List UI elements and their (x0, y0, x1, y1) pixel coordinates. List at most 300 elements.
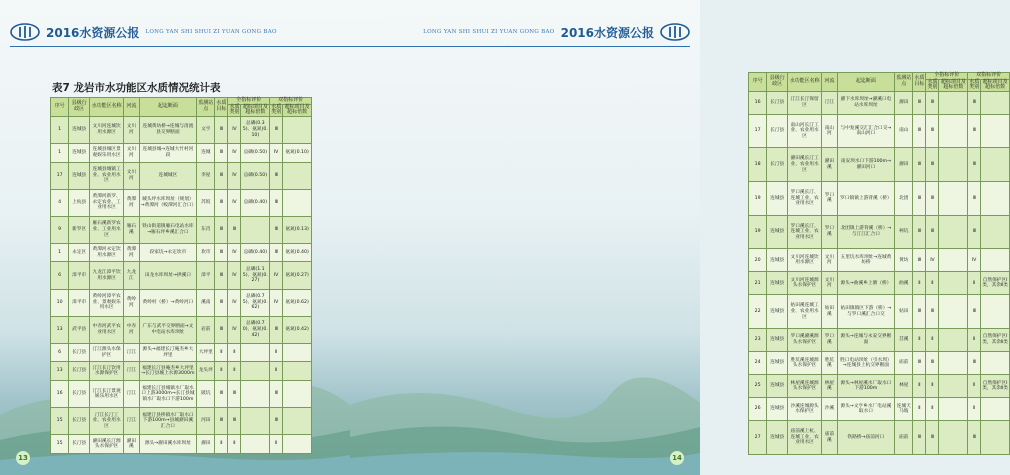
table-cell: 长汀县 (69, 381, 90, 408)
col-group-dual: 双指标评价 (968, 73, 1010, 80)
table-row (51, 408, 312, 435)
table-cell: 黄岭河 (124, 289, 140, 316)
table-row (749, 249, 1010, 272)
table-cell: 15 (51, 435, 69, 454)
table-cell: Ⅲ (215, 216, 228, 243)
table-cell: Ⅲ (215, 381, 228, 408)
table-cell: Ⅲ (968, 91, 981, 114)
table-cell: 姑田镇镇区下游（桥）→与罗口溪汇合口交 (837, 295, 894, 329)
col-grade: 水质类别 (229, 103, 240, 116)
table-cell: 东肖 (197, 216, 215, 243)
table-cell: Ⅲ (926, 421, 939, 455)
table-row (51, 362, 312, 381)
table-cell: Ⅱ (228, 362, 241, 381)
table-cell: 文川河连城饮用水源区 (90, 116, 124, 143)
table-cell: Ⅱ (913, 329, 926, 352)
table-cell: 罗口溪 (822, 329, 838, 352)
header-rule (350, 46, 690, 47)
table-cell: 连城县 (767, 249, 788, 272)
table-cell: 罗口溪长汀、连城工业、农业用水区 (788, 182, 822, 216)
table-cell: 文川河 (822, 272, 838, 295)
table-cell: Ⅳ (228, 189, 241, 216)
table-cell: Ⅳ (228, 162, 241, 189)
table-cell: 濯田 (197, 435, 215, 454)
table-cell (283, 162, 312, 189)
table-cell: 长汀县 (69, 343, 90, 362)
table-cell: Ⅲ (926, 114, 939, 148)
table-cell: 漳平市 (69, 289, 90, 316)
water-logo-icon (660, 23, 690, 41)
col-exceed: 超标项目及超标倍数 (242, 103, 268, 116)
table-cell: 连城县城区景观娱乐用水区 (90, 143, 124, 162)
table-cell: 柯坑 (895, 215, 913, 249)
table-cell: Ⅱ (215, 435, 228, 454)
table-cell: Ⅲ (926, 215, 939, 249)
page-header (10, 22, 277, 42)
table-cell: Ⅲ (215, 243, 228, 262)
table-body (51, 116, 312, 453)
table-cell: 南山河 (822, 114, 838, 148)
table-cell: 田龙水库坝址→拱溪口 (139, 262, 196, 289)
table-cell: 自然保护区Ⅰ类，其余Ⅱ类 (981, 329, 1010, 352)
table-cell: 氨氮(0.42) (283, 316, 312, 343)
table-cell: Ⅲ (270, 243, 283, 262)
table-cell: 城头坪水库坝址（规划）→黄潭河（蛟潭河汇合口） (139, 189, 196, 216)
col-zone: 水功能区名称 (788, 73, 822, 92)
col-admin: 县级行政区 (767, 73, 788, 92)
table-cell: 汀江 (124, 362, 140, 381)
table-cell: Ⅲ (968, 114, 981, 148)
table-cell: 18 (749, 148, 767, 182)
table-cell: 6 (51, 343, 69, 362)
table-cell: 五里坑水库坝址→连城黄坊桥 (837, 249, 894, 272)
table-cell: 17 (51, 162, 69, 189)
table-row (51, 262, 312, 289)
table-cell: Ⅲ (215, 116, 228, 143)
table-cell: Ⅱ (913, 272, 926, 295)
table-cell: 连城县 (767, 215, 788, 249)
table-cell (939, 352, 968, 375)
table-cell: Ⅲ (913, 295, 926, 329)
table-cell (283, 362, 312, 381)
table-cell: 文亨 (197, 116, 215, 143)
table-cell: 13 (51, 362, 69, 381)
table-cell: Ⅲ (913, 352, 926, 375)
table-cell: Ⅱ (968, 329, 981, 352)
table-cell: 源头→文亨乡水厂电站溪取水口 (837, 398, 894, 421)
table-cell: 胜口电站坝址（引水坝）→连城县上杭交界断面 (837, 352, 894, 375)
table-cell: 罗口溪 (822, 182, 838, 216)
table-cell: 溪南 (197, 289, 215, 316)
table-cell: 雁石溪新罗农业、工业用水区 (90, 216, 124, 243)
table-cell (939, 249, 968, 272)
table-cell: Ⅲ (270, 216, 283, 243)
col-grade: 水质类别 (927, 78, 938, 91)
table-cell: 6 (51, 262, 69, 289)
col-admin: 县级行政区 (69, 98, 90, 117)
table-cell: Ⅱ (926, 375, 939, 398)
table-cell: 黄岭河漳平农业、景观娱乐用水区 (90, 289, 124, 316)
table-row (51, 316, 312, 343)
table-row (749, 295, 1010, 329)
table-cell (241, 381, 270, 408)
header-subtitle: LONG YAN SHI SHUI ZI YUAN GONG BAO (145, 29, 277, 35)
table-cell: 九龙江 (124, 262, 140, 289)
table-cell: 汀江源头水保护区 (90, 343, 124, 362)
table-cell: Ⅳ (270, 143, 283, 162)
table-cell: 连城县 (767, 352, 788, 375)
table-cell: 文川河连城饮用水源区 (788, 249, 822, 272)
table-cell: 汀江长汀工业、农业用水区 (90, 408, 124, 435)
table-cell: 莒溪 (895, 329, 913, 352)
table-cell (283, 189, 312, 216)
table-cell: 总磷(0.75)、氨氮(0.62) (241, 289, 270, 316)
table-cell (241, 362, 270, 381)
table-cell: 岩前 (197, 316, 215, 343)
table-cell: 总磷(0.35)、氨氮(0.10) (241, 116, 270, 143)
table-cell: 汀江 (124, 408, 140, 435)
table-cell (241, 216, 270, 243)
table-cell: 河田 (197, 408, 215, 435)
table-cell: 濯田 (895, 148, 913, 182)
table-cell: 氨氮(0.40) (283, 243, 312, 262)
table-cell: Ⅲ (215, 143, 228, 162)
table-cell: Ⅲ (270, 316, 283, 343)
table-cell: 大坪里 (197, 343, 215, 362)
table-cell: Ⅲ (270, 381, 283, 408)
table-cell: 铁山街道镇雁石电站水库→雁石坪乡溪汇合口 (139, 216, 196, 243)
table-cell: 27 (749, 421, 767, 455)
table-cell: 苏坂 (197, 189, 215, 216)
table-cell: 雁石溪 (124, 216, 140, 243)
table-cell: Ⅱ (968, 398, 981, 421)
table-cell: 19 (749, 215, 767, 249)
table-cell: 10 (51, 289, 69, 316)
water-logo-icon (10, 23, 40, 41)
table-cell: 连城县 (69, 143, 90, 162)
table-cell: 1 (51, 116, 69, 143)
table-cell: 22 (749, 295, 767, 329)
table-cell: 濯田溪 (822, 148, 838, 182)
table-cell: 姑田溪 (822, 295, 838, 329)
col-group-dual: 双指标评价 (270, 98, 312, 105)
table-cell: 连城县 (767, 375, 788, 398)
landscape-background (350, 345, 700, 475)
table-cell: 连城县 (767, 182, 788, 216)
table-cell (939, 272, 968, 295)
col-section: 起迄断面 (837, 73, 894, 92)
table-cell: 4 (51, 189, 69, 216)
table-cell: Ⅲ (913, 182, 926, 216)
table-cell (981, 352, 1010, 375)
table-cell: Ⅲ (215, 189, 228, 216)
right-page (350, 0, 1008, 475)
table-cell: 黄潭河新罗、永定农业、工业用水区 (90, 189, 124, 216)
col-section: 起迄断面 (139, 98, 196, 117)
table-cell: Ⅲ (913, 421, 926, 455)
table-cell: 沙溪连城源头水保护区 (788, 398, 822, 421)
table-cell: 濯田溪长汀源头水保护区 (90, 435, 124, 454)
table-cell: 庙前溪上杭、连城工业、农业用水区 (788, 421, 822, 455)
table-cell: 汀江 (124, 343, 140, 362)
table-row (51, 289, 312, 316)
table-cell: 中赤河 (124, 316, 140, 343)
table-cell: 氨氮(0.27) (283, 262, 312, 289)
table-cell: 氨氮(0.62) (283, 289, 312, 316)
table-row (749, 182, 1010, 216)
table-cell: 长汀县 (767, 114, 788, 148)
page-header (423, 22, 690, 42)
table-row (51, 189, 312, 216)
table-cell: Ⅲ (228, 216, 241, 243)
table-cell: Ⅲ (926, 91, 939, 114)
col-station: 监测站点 (197, 98, 215, 117)
page-number: 14 (670, 451, 684, 465)
table-cell: 南山河长汀工业、农业用水区 (788, 114, 822, 148)
table-cell: Ⅳ (228, 262, 241, 289)
table-cell: Ⅲ (228, 408, 241, 435)
table-cell: 总磷(0.70)、氨氮(0.42) (241, 316, 270, 343)
table-cell (981, 421, 1010, 455)
table-body (749, 91, 1010, 454)
table-cell: Ⅱ (270, 343, 283, 362)
table-cell: Ⅲ (270, 408, 283, 435)
table-cell (241, 408, 270, 435)
table-cell: Ⅳ (228, 316, 241, 343)
table-row (51, 343, 312, 362)
table-cell: 胜坑溪连城源头水保护区 (788, 352, 822, 375)
table-cell: Ⅲ (968, 295, 981, 329)
table-cell: 源头→濯田溪水库坝址 (139, 435, 196, 454)
table-cell: 汀江长汀景观娱乐用水区 (90, 381, 124, 408)
table-row (51, 243, 312, 262)
table-cell: 16 (51, 381, 69, 408)
table-cell: Ⅲ (968, 421, 981, 455)
table-row (749, 215, 1010, 249)
table-cell: 文川河 (822, 249, 838, 272)
table-cell: 上杭县 (69, 189, 90, 216)
table-cell: Ⅲ (968, 182, 981, 216)
table-cell: 坎市 (197, 243, 215, 262)
table-cell: 陂坑 (197, 381, 215, 408)
table-row (749, 421, 1010, 455)
table-cell: Ⅲ (215, 408, 228, 435)
table-cell: Ⅱ (228, 343, 241, 362)
table-cell: 氨氮(0.13) (283, 216, 312, 243)
table-row (749, 398, 1010, 421)
table-cell: 黄潭河永定饮用水源区 (90, 243, 124, 262)
table-cell: 罗口溪长汀、连城工业、农业用水区 (788, 215, 822, 249)
table-cell: 段家坑→永定坎市 (139, 243, 196, 262)
table-cell: 沙溪 (822, 398, 838, 421)
table-cell: Ⅳ (270, 262, 283, 289)
table-cell: 连城县 (69, 162, 90, 189)
water-quality-table-left (50, 97, 312, 454)
table-cell (283, 116, 312, 143)
col-group-all: 全指标评价 (228, 98, 270, 105)
table-cell: 23 (749, 329, 767, 352)
table-cell: 总磷(0.40) (241, 189, 270, 216)
table-cell (939, 329, 968, 352)
table-cell: Ⅳ (926, 249, 939, 272)
table-row (51, 381, 312, 408)
col-station: 监测站点 (895, 73, 913, 92)
table-cell: 黄坊 (895, 249, 913, 272)
table-cell: Ⅳ (228, 289, 241, 316)
table-cell (939, 375, 968, 398)
table-cell: Ⅱ (215, 362, 228, 381)
table-cell: 龙头坪 (197, 362, 215, 381)
table-cell: Ⅲ (215, 162, 228, 189)
table-cell: Ⅲ (926, 182, 939, 216)
table-cell: 13 (51, 316, 69, 343)
table-cell: 总磷(0.40) (241, 243, 270, 262)
table-cell: 濯下水库坝址→濯溪口电站水库坝址 (837, 91, 894, 114)
table-cell: 19 (749, 182, 767, 216)
table-cell: 北团镇上游背溪（桥）→与汀江汇合口 (837, 215, 894, 249)
table-row (749, 148, 1010, 182)
table-cell (981, 215, 1010, 249)
table-cell: Ⅱ (913, 375, 926, 398)
table-cell: 黄潭河 (124, 189, 140, 216)
table-cell (283, 381, 312, 408)
table-cell: Ⅲ (926, 352, 939, 375)
table-cell: Ⅱ (968, 375, 981, 398)
col-target: 水质目标 (913, 73, 926, 92)
table-cell (283, 435, 312, 454)
table-cell: 新罗区 (69, 216, 90, 243)
table-cell: Ⅳ (228, 143, 241, 162)
table-cell: Ⅱ (926, 329, 939, 352)
table-cell: 武平县 (69, 316, 90, 343)
col-exceed: 超标项目及超标倍数 (284, 103, 310, 116)
table-cell: Ⅳ (968, 249, 981, 272)
table-cell: 濯田溪长汀工业、农业用水区 (788, 148, 822, 182)
table-cell: Ⅳ (228, 243, 241, 262)
table-cell: 曲溪 (895, 272, 913, 295)
table-cell: 连城县城镇工业、农业用水区 (90, 162, 124, 189)
col-grade: 水质类别 (271, 103, 282, 116)
table-cell: Ⅲ (215, 316, 228, 343)
table-cell: 连城县 (767, 272, 788, 295)
left-page (0, 0, 350, 475)
col-exceed: 超标项目及超标倍数 (940, 78, 966, 91)
table-row (51, 116, 312, 143)
table-cell: 25 (749, 375, 767, 398)
table-row (51, 162, 312, 189)
table-cell: 九龙江漳平饮用水源区 (90, 262, 124, 289)
table-cell: 20 (749, 249, 767, 272)
table-row (749, 114, 1010, 148)
table-cell: 庙前 (895, 352, 913, 375)
table-cell: Ⅱ (913, 398, 926, 421)
table-cell (981, 91, 1010, 114)
table-cell: 文川河 (124, 143, 140, 162)
table-cell: Ⅱ (270, 435, 283, 454)
table-row (749, 91, 1010, 114)
table-cell (981, 114, 1010, 148)
table-cell: Ⅱ (215, 343, 228, 362)
col-river: 河流 (124, 98, 140, 117)
table-cell: 9 (51, 216, 69, 243)
table-row (749, 352, 1010, 375)
table-cell: 总磷(1.15)、氨氮(0.27) (241, 262, 270, 289)
table-cell (939, 295, 968, 329)
table-cell (981, 249, 1010, 272)
table-cell: Ⅱ (926, 272, 939, 295)
table-cell (241, 435, 270, 454)
table-cell: 庙前溪 (822, 421, 838, 455)
table-cell: 连城城区 (139, 162, 196, 189)
table-cell: 氨氮(0.10) (283, 143, 312, 162)
table-cell: 21 (749, 272, 767, 295)
header-subtitle: LONG YAN SHI SHUI ZI YUAN GONG BAO (423, 29, 555, 35)
table-cell: Ⅲ (270, 162, 283, 189)
table-cell: 濯田 (895, 91, 913, 114)
table-cell (981, 295, 1010, 329)
table-cell: 南山 (895, 114, 913, 148)
table-cell: 黄岭村（桥）→黄岭河口 (139, 289, 196, 316)
table-cell: 福建长汀县城镇水厂取水口上游3000m→长汀县城镇水厂取水口下游100m (139, 381, 196, 408)
table-cell: 24 (749, 352, 767, 375)
table-cell: 1 (51, 143, 69, 162)
table-cell: Ⅱ (968, 272, 981, 295)
table-cell (981, 182, 1010, 216)
table-cell (939, 91, 968, 114)
table-cell: 自然保护区Ⅰ类，其余Ⅱ类 (981, 272, 1010, 295)
table-cell: Ⅲ (913, 91, 926, 114)
table-cell: 源头→连城与永安交界断面 (837, 329, 894, 352)
table-cell: 姑田溪连城工业、农业用水区 (788, 295, 822, 329)
table-cell: Ⅲ (968, 148, 981, 182)
table-cell: Ⅲ (215, 262, 228, 289)
table-cell: Ⅲ (968, 215, 981, 249)
table-cell: 北团 (895, 182, 913, 216)
col-grade: 水质类别 (969, 78, 980, 91)
table-cell (939, 148, 968, 182)
table-cell: 连城县城→连城大竹村河段 (139, 143, 196, 162)
table-cell: Ⅲ (913, 114, 926, 148)
table-row (51, 143, 312, 162)
table-row (51, 435, 312, 454)
table-cell: 长汀县 (69, 408, 90, 435)
table-cell: 漳平市 (69, 262, 90, 289)
table-cell (939, 421, 968, 455)
table-cell (981, 398, 1010, 421)
table-cell: 长汀县 (767, 91, 788, 114)
table-cell: 漳平 (197, 262, 215, 289)
table-cell: 文川河连城源头水保护区 (788, 272, 822, 295)
table-cell: 1 (51, 243, 69, 262)
table-cell: Ⅲ (270, 189, 283, 216)
table-cell: 总磷(0.50) (241, 162, 270, 189)
table-cell: Ⅳ (270, 289, 283, 316)
table-cell: 源头→林屋溪水厂取水口下游100m (837, 375, 894, 398)
table-cell: 总磷(0.50) (241, 143, 270, 162)
table-cell: 李屋 (197, 162, 215, 189)
table-cell: Ⅲ (968, 352, 981, 375)
table-cell (939, 182, 968, 216)
table-cell: Ⅱ (228, 435, 241, 454)
table-cell: 庙前 (895, 421, 913, 455)
table-cell: Ⅲ (913, 215, 926, 249)
table-cell: 黄潭河 (124, 243, 140, 262)
table-cell (939, 398, 968, 421)
col-no: 序号 (749, 73, 767, 92)
table-cell: 铁路桥→庙前河口 (837, 421, 894, 455)
table-cell: 胜坑溪 (822, 352, 838, 375)
table-row (51, 216, 312, 243)
